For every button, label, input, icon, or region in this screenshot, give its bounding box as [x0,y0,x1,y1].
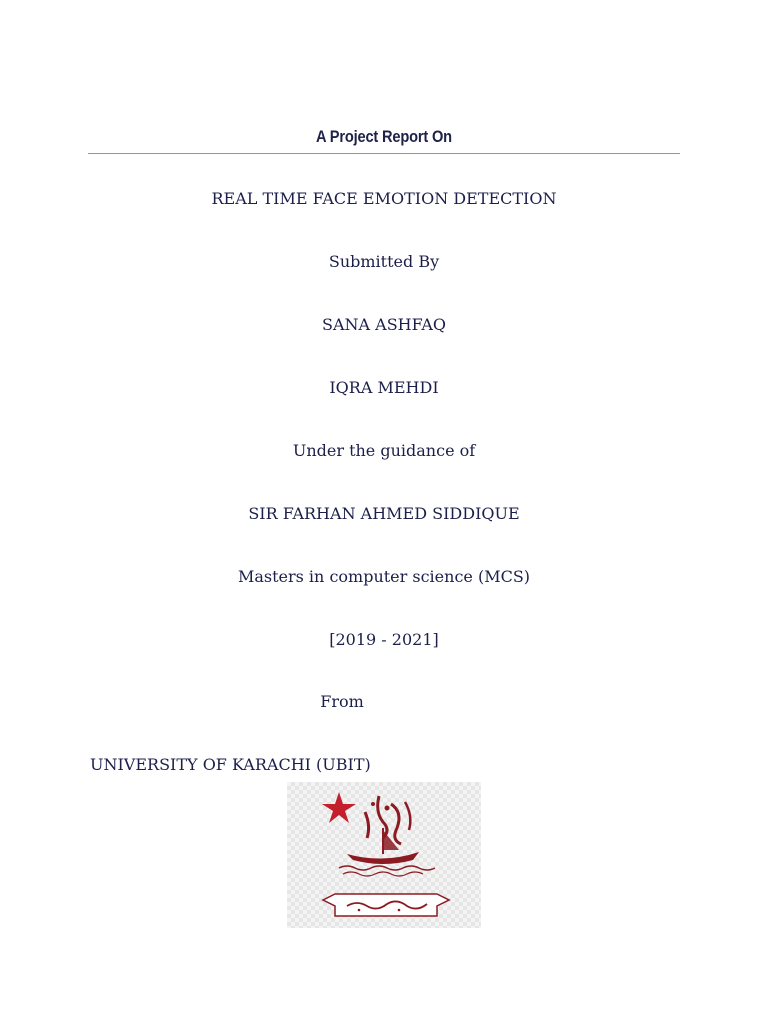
degree-program: Masters in computer science (MCS) [237,567,531,586]
university-name: UNIVERSITY OF KARACHI (UBIT) [90,755,371,774]
guidance-label: Under the guidance of [292,441,476,460]
author-name: SANA ASHFAQ [321,315,446,334]
supervisor-name: SIR FARHAN AHMED SIDDIQUE [248,504,520,523]
report-heading: A Project Report On [316,127,452,146]
heading-divider [88,153,680,154]
session-years: [2019 - 2021] [329,630,439,649]
from-label: From [320,692,364,711]
project-title: REAL TIME FACE EMOTION DETECTION [211,189,557,208]
university-crest-icon [287,782,481,928]
submitted-by-label: Submitted By [328,252,440,271]
university-logo [287,782,481,928]
author-name: IQRA MEHDI [329,378,439,397]
